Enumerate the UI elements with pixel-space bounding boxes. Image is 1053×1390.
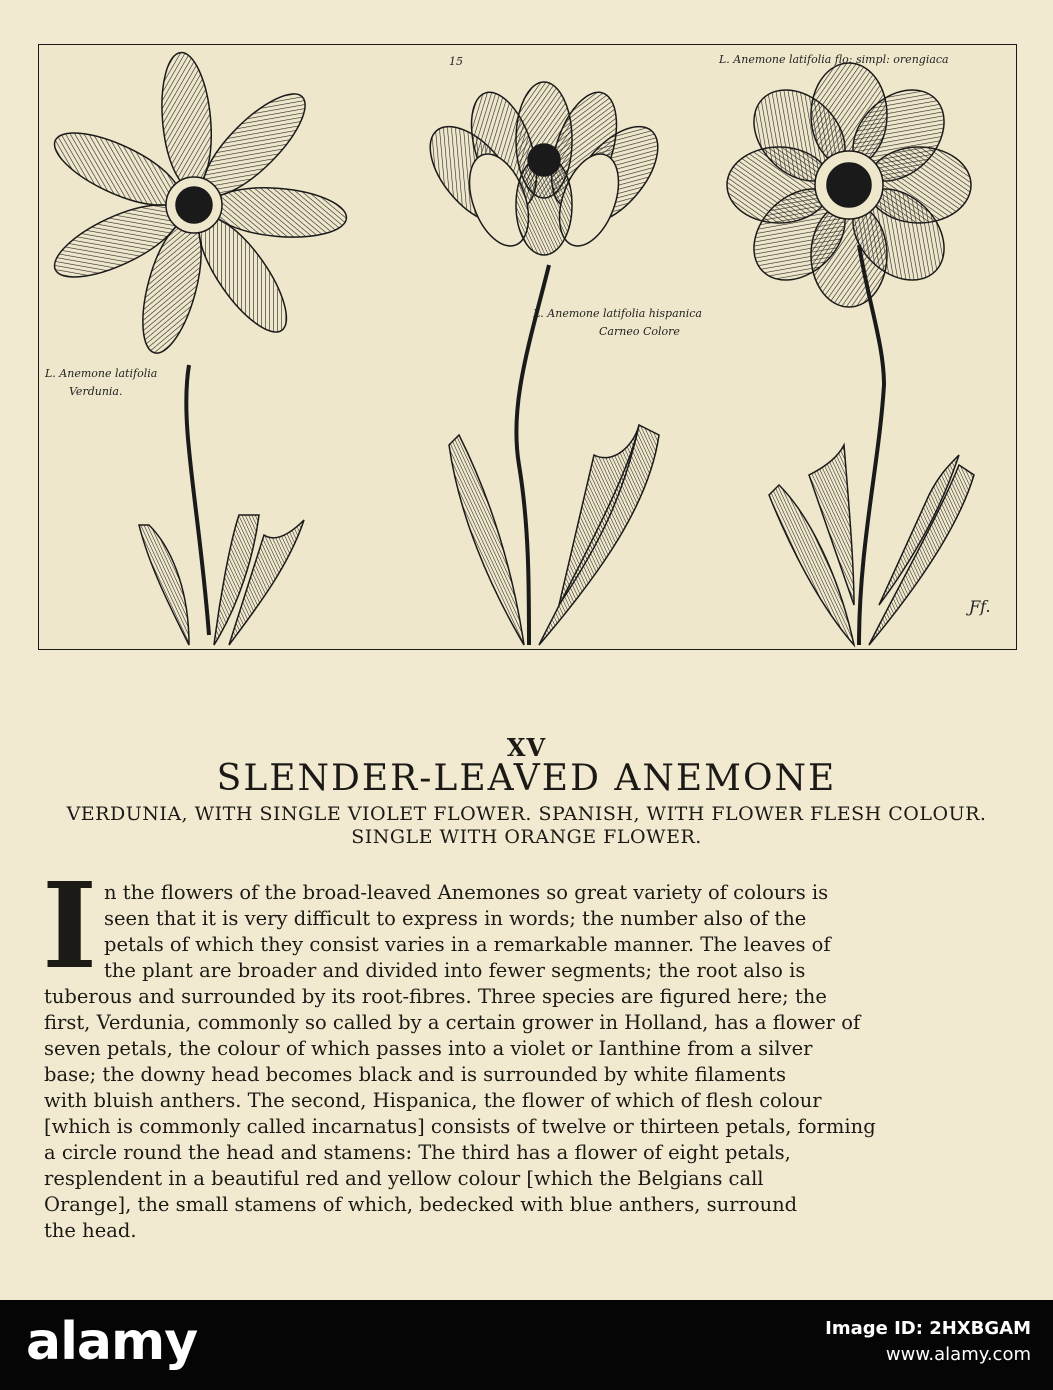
engraver-monogram: Ƒf.	[969, 597, 991, 616]
body-line-5: tuberous and surrounded by its root-fibres. Three species are figured here; the	[44, 985, 827, 1008]
body-line-1: n the flowers of the broad-leaved Anemones so great variety of colours is	[104, 881, 829, 904]
chapter-numeral: XV	[506, 733, 547, 762]
subtitle-line-1: VERDUNIA, WITH SINGLE VIOLET FLOWER. SPANISH, WITH FLOWER FLESH COLOUR.	[66, 803, 987, 825]
watermark-url: www.alamy.com	[885, 1344, 1031, 1365]
body-line-2: seen that it is very difficult to express in words; the number also of the	[104, 907, 807, 930]
label-orengiaca: L. Anemone latifolia flo: simpl: orengiaca	[719, 53, 949, 66]
body-line-10: [which is commonly called incarnatus] consists of twelve or thirteen petals, forming	[44, 1115, 876, 1138]
image-id-label: Image ID: 2HXBGAM	[825, 1318, 1031, 1339]
page-title: SLENDER-LEAVED ANEMONE	[216, 758, 837, 799]
engraving-plate	[38, 44, 1017, 650]
label-hispanica-line1: L. Anemone latifolia hispanica	[533, 307, 702, 320]
body-line-4: the plant are broader and divided into fewer segments; the root also is	[104, 959, 806, 982]
page-number: 15	[449, 55, 463, 68]
body-line-8: base; the downy head becomes black and is surrounded by white filaments	[44, 1063, 786, 1086]
drop-cap: I	[42, 856, 98, 995]
body-line-12: resplendent in a beautiful red and yellow colour [which the Belgians call	[44, 1167, 764, 1190]
label-hispanica-line2: Carneo Colore	[599, 325, 680, 338]
anemone-engraving-illustration	[39, 45, 1018, 651]
body-line-9: with bluish anthers. The second, Hispanica, the flower of which of flesh colour	[44, 1089, 822, 1112]
body-line-13: Orange], the small stamens of which, bedecked with blue anthers, surround	[44, 1193, 798, 1216]
flower-verdunia	[45, 50, 348, 645]
label-verdunia-line2: Verdunia.	[69, 385, 123, 398]
body-line-6: first, Verdunia, commonly so called by a certain grower in Holland, has a flower of	[44, 1011, 861, 1034]
subtitle-line-2: SINGLE WITH ORANGE FLOWER.	[351, 826, 702, 848]
label-verdunia-line1: L. Anemone latifolia	[45, 367, 158, 380]
body-line-14: the head.	[44, 1219, 137, 1242]
body-line-7: seven petals, the colour of which passes into a violet or Ianthine from a silver	[44, 1037, 813, 1060]
flower-orengiaca	[727, 63, 974, 645]
alamy-logo: alamy	[26, 1312, 198, 1372]
body-line-3: petals of which they consist varies in a remarkable manner. The leaves of	[104, 933, 831, 956]
body-line-11: a circle round the head and stamens: The third has a flower of eight petals,	[44, 1141, 791, 1164]
flower-hispanica	[414, 82, 675, 645]
